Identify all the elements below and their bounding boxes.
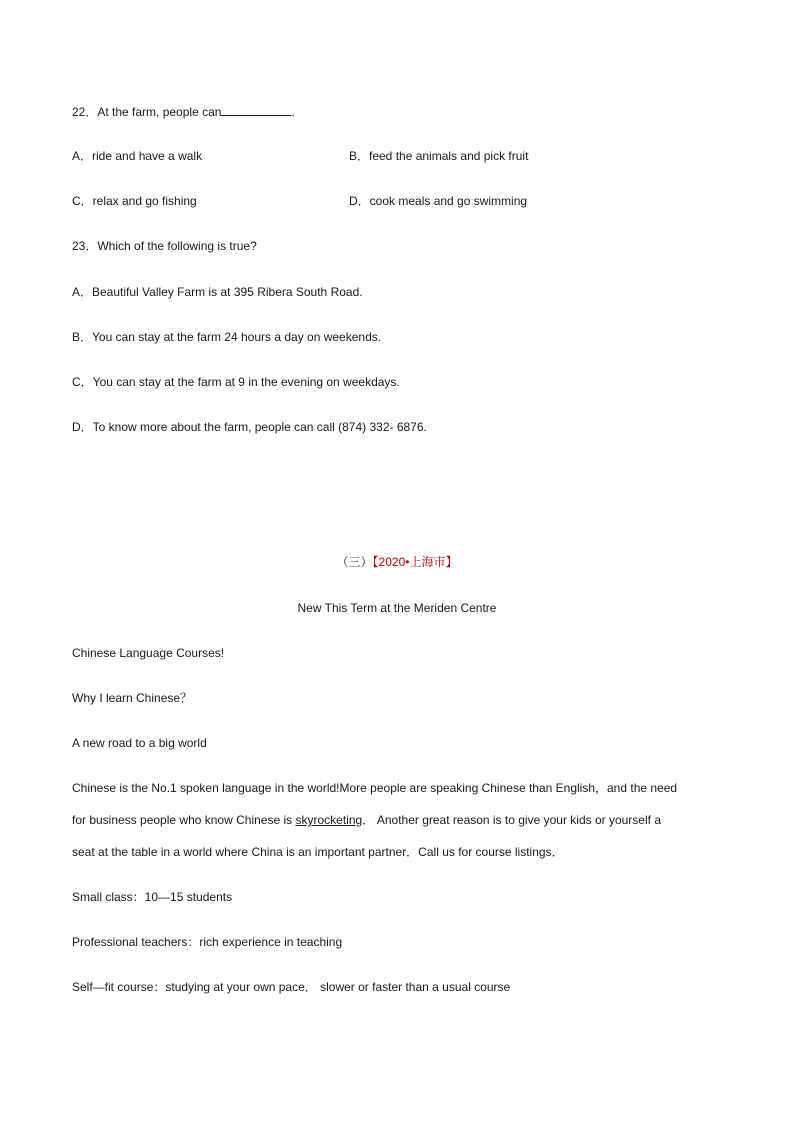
section-number: （三）	[336, 555, 373, 569]
question-22-option-d: D．cook meals and go swimming	[349, 194, 528, 208]
passage-line-why: Why I learn Chinese？	[72, 691, 193, 705]
feature-self-fit: Self—fit course：studying at your own pace． slower or faster than a usual course	[72, 980, 511, 994]
question-22-stem-end: .	[291, 105, 295, 119]
passage-paragraph-line-3: seat at the table in a world where China is an important partner．Call us for course listings．	[72, 845, 564, 859]
passage-title: New This Term at the Meriden Centre	[297, 601, 497, 615]
question-23-option-b: B．You can stay at the farm 24 hours a day on weekends.	[72, 330, 382, 344]
question-23-option-c: C．You can stay at the farm at 9 in the evening on weekdays.	[72, 375, 400, 389]
question-22-option-c: C．relax and go fishing	[72, 194, 197, 208]
section-heading	[0, 554, 794, 570]
passage-line-road: A new road to a big world	[72, 736, 207, 750]
question-22-stem	[72, 103, 295, 120]
source-tag: 【2020•上海市】	[372, 555, 458, 569]
passage-paragraph-line-1: Chinese is the No.1 spoken language in the world!More people are speaking Chinese than English，and the need	[72, 781, 678, 795]
paragraph-text-cont: ． Another great reason is to give your kids or yourself a	[362, 813, 661, 827]
question-22-option-b: B．feed the animals and pick fruit	[349, 149, 529, 163]
feature-teachers: Professional teachers：rich experience in teaching	[72, 935, 343, 949]
passage-paragraph-line-2	[72, 812, 661, 828]
answer-blank	[221, 103, 291, 116]
question-22-option-a: A．ride and have a walk	[72, 149, 203, 163]
question-22-stem-text: 22．At the farm, people can	[72, 105, 222, 119]
question-23-option-d: D．To know more about the farm, people can call (874) 332- 6876.	[72, 420, 427, 434]
underlined-word: skyrocketing	[295, 813, 363, 827]
question-23-option-a: A．Beautiful Valley Farm is at 395 Ribera South Road.	[72, 285, 363, 299]
feature-small-class: Small class：10—15 students	[72, 890, 233, 904]
paragraph-text: for business people who know Chinese is	[72, 813, 296, 827]
passage-line-courses: Chinese Language Courses!	[72, 646, 225, 660]
question-23-stem: 23．Which of the following is true?	[72, 239, 257, 253]
